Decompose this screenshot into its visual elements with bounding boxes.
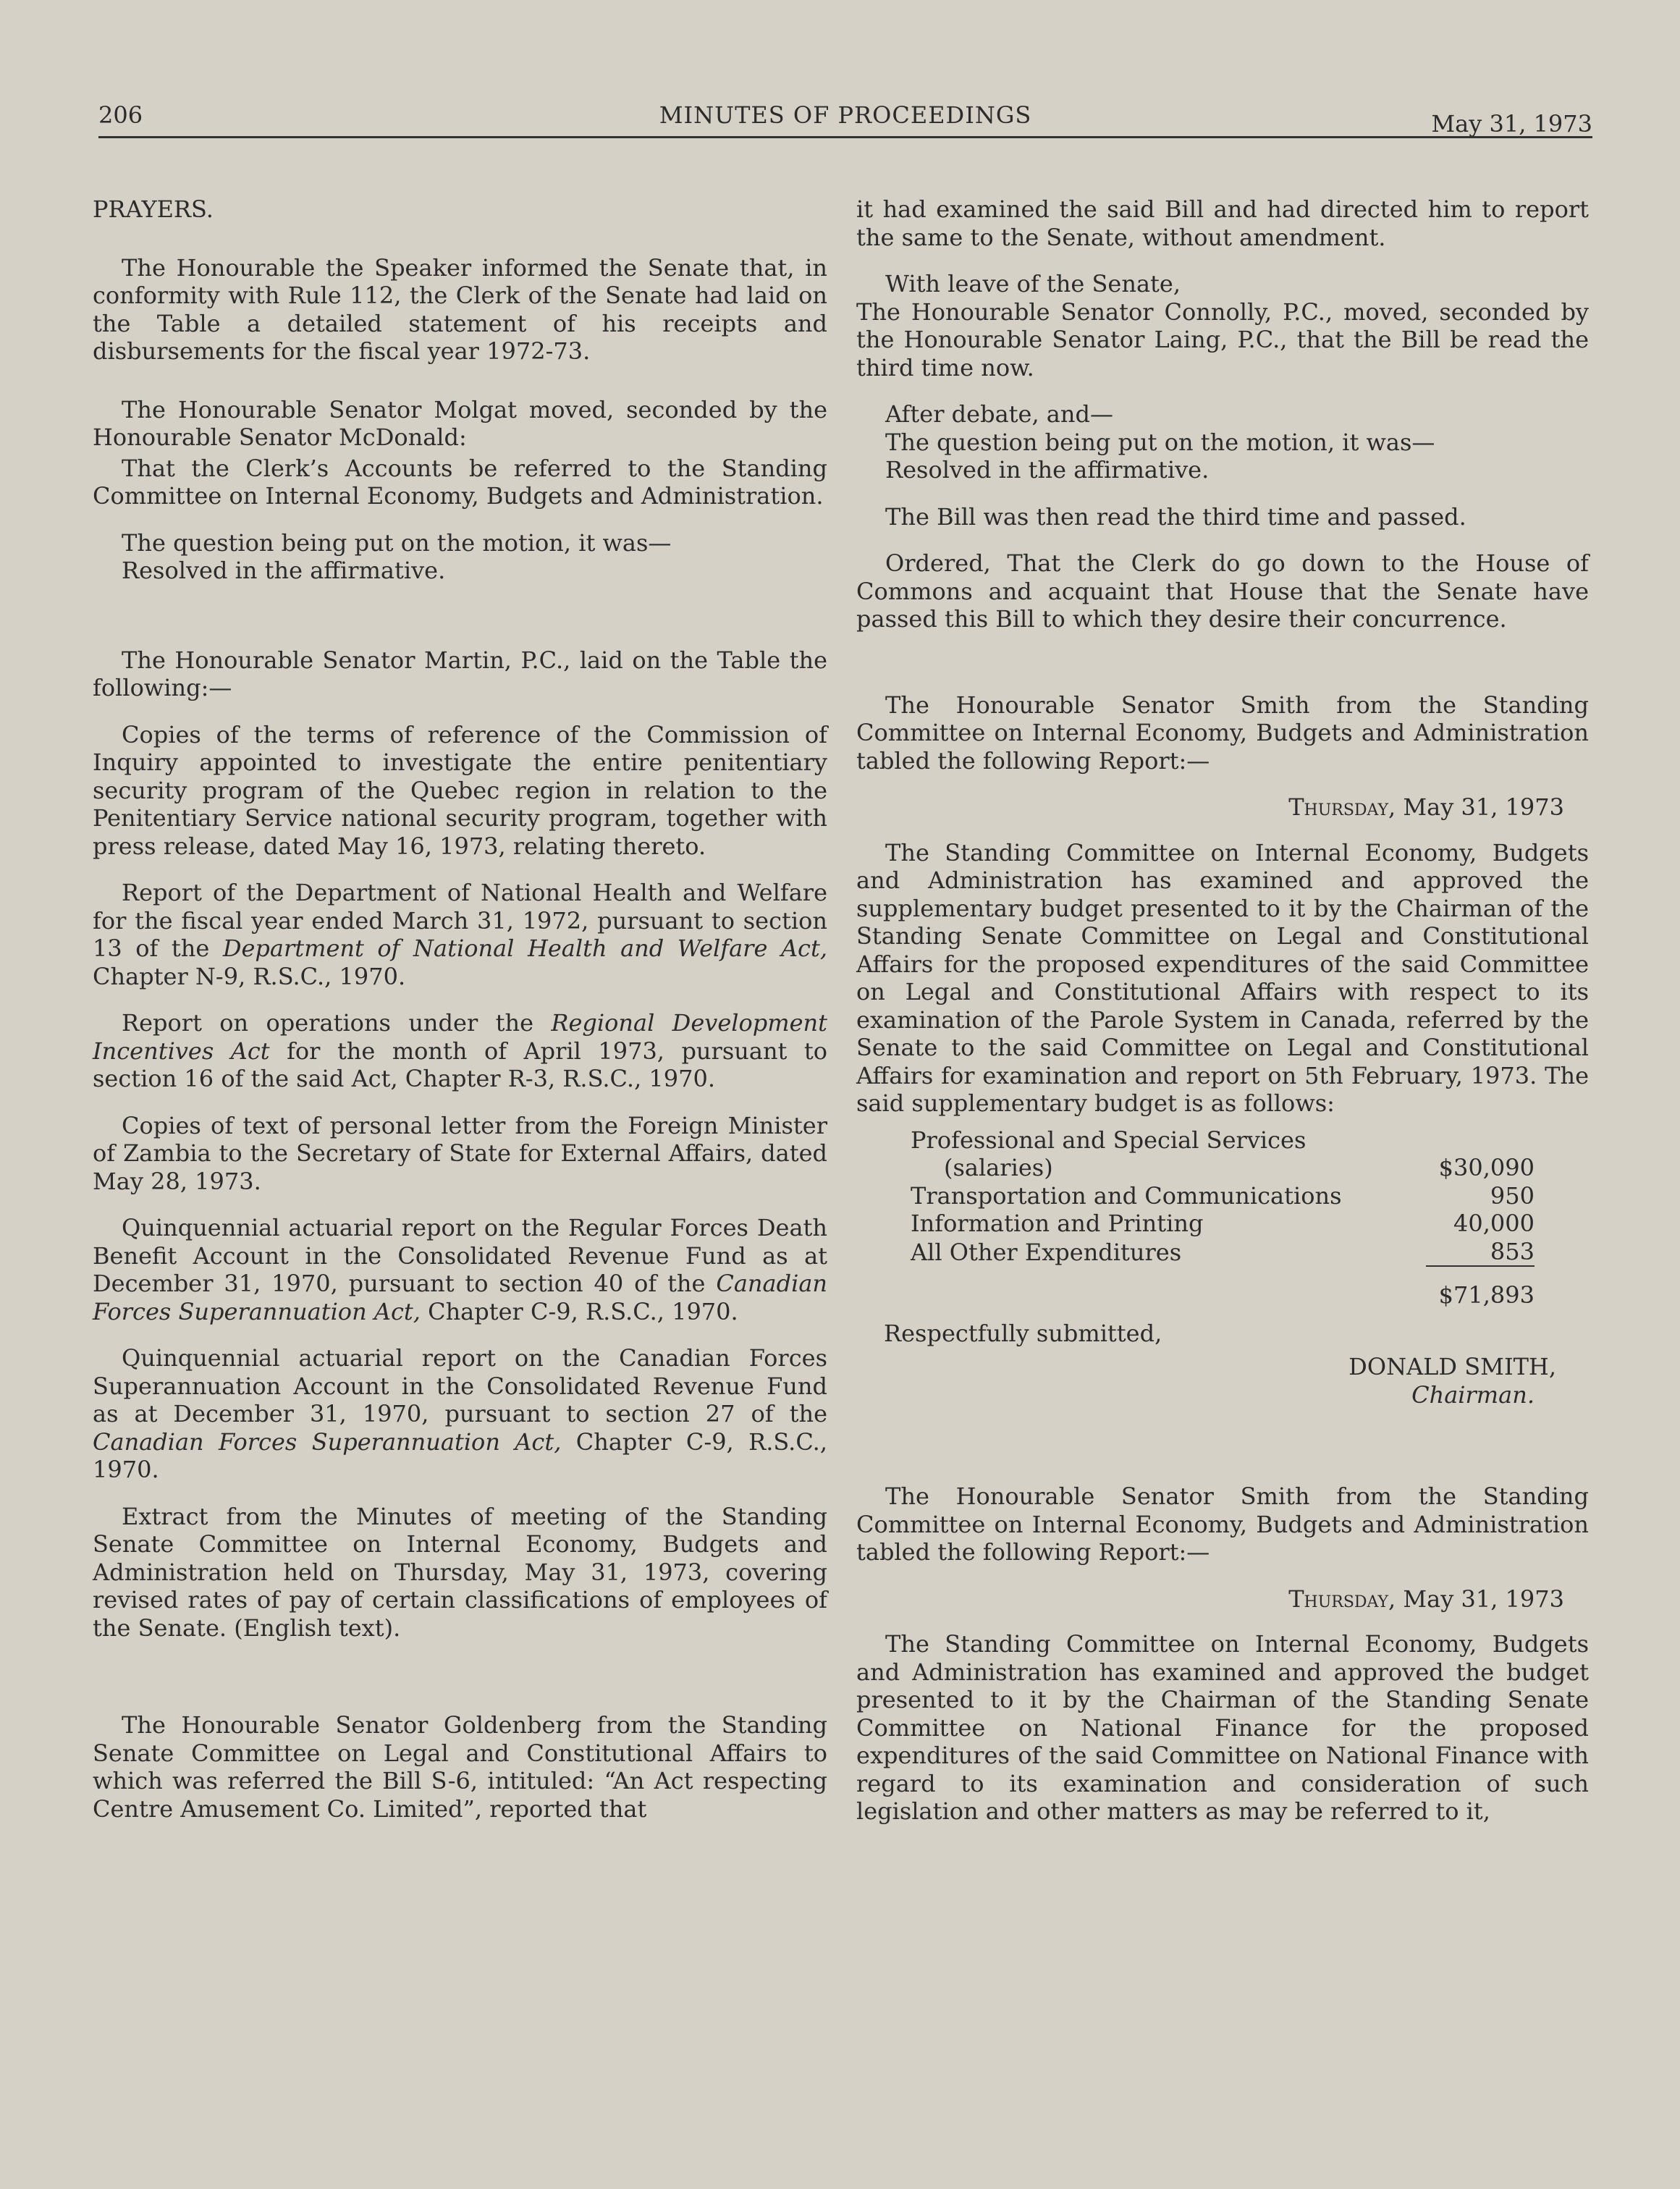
paragraph: The question being put on the motion, it was—: [885, 428, 1435, 456]
header-date: May 31, 1973: [1431, 110, 1592, 138]
paragraph: The Honourable Senator Smith from the Standing Committee on Internal Economy, Budgets and Administration tabled the following Report:—: [856, 691, 1589, 775]
page-header: [98, 101, 1592, 138]
running-title: MINUTES OF PROCEEDINGS: [659, 101, 1032, 129]
paragraph: The Standing Committee on Internal Economy, Budgets and Administration has examined and approved the budget presented to it by the Chairman of the Standing Senate Committee on National Finance for the proposed expenditures of the said Committee on National Finance with regard to its examination and consideration of such legislation and other matters as may be referred to it,: [856, 1630, 1589, 1825]
budget-table: [911, 1126, 1535, 1309]
paragraph: The Honourable Senator Connolly, P.C., moved, seconded by the Honourable Senator Laing, P.C., that the Bill be read the third time now.: [856, 298, 1589, 381]
paragraph: Report of the Department of National Health and Welfare for the fiscal year ended March 31, 1972, pursuant to section 13 of the Department of National Health and Welfare Act, Chapter N-9, R.S.C., 1970.: [93, 879, 828, 990]
paragraph: Quinquennial actuarial report on the Regular Forces Death Benefit Account in the Consolidated Revenue Fund as at December 31, 1970, pursuant to section 40 of the Canadian Forces Superannuation Act, Chapter C-9, R.S.C., 1970.: [93, 1214, 827, 1325]
table-row: (salaries) $30,090: [944, 1154, 1535, 1181]
total-row: $71,893: [911, 1266, 1535, 1309]
paragraph: The Honourable Senator Martin, P.C., laid on the Table the following:—: [93, 646, 827, 701]
paragraph: The Standing Committee on Internal Economy, Budgets and Administration has examined and approved the supplementary budget presented to it by the Chairman of the Standing Senate Committee on Legal and Constitutional Affairs for the proposed expenditures of the said Committee on Legal and Constitutional Affairs with respect to its examination of the Parole System in Canada, referred by the Senate to the said Committee on Legal and Constitutional Affairs for examination and report on 5th February, 1973. The said supplementary budget is as follows:: [856, 838, 1589, 1117]
paragraph: The Honourable Senator Molgat moved, seconded by the Honourable Senator McDonald:: [93, 395, 827, 451]
paragraph: That the Clerk’s Accounts be referred to the Standing Committee on Internal Economy, Budgets and Administration.: [93, 454, 827, 510]
paragraph: The Honourable Senator Goldenberg from the Standing Senate Committee on Legal and Constitutional Affairs to which was referred the Bill S-6, intituled: “An Act respecting Centre Amusement Co. Limited”, reported that: [93, 1711, 827, 1823]
paragraph: The question being put on the motion, it was—: [122, 528, 672, 557]
paragraph: Ordered, That the Clerk do go down to the House of Commons and acquaint that House that the Senate have passed this Bill to which they desire their concurrence.: [856, 549, 1589, 633]
paragraph: Report on operations under the Regional Development Incentives Act for the month of April 1973, pursuant to section 16 of the said Act, Chapter R-3, R.S.C., 1970.: [93, 1009, 828, 1092]
signature: DONALD SMITH, Chairman.: [1348, 1353, 1556, 1409]
paragraph: The Bill was then read the third time and passed.: [885, 502, 1466, 531]
paragraph: The Honourable the Speaker informed the Senate that, in conformity with Rule 112, the Clerk of the Senate had laid on the Table a detailed statement of his receipts and disbursements for the fiscal year 1972-73.: [93, 253, 827, 365]
table-row: Professional and Special Services: [911, 1126, 1307, 1154]
paragraph: Resolved in the affirmative.: [122, 557, 446, 584]
table-row: Transportation and Communications 950: [911, 1181, 1535, 1210]
table-row: All Other Expenditures 853: [911, 1237, 1535, 1266]
report-date: Thursday, May 31, 1973: [1288, 1585, 1564, 1613]
paragraph: After debate, and—: [885, 400, 1113, 428]
paragraph: The Honourable Senator Smith from the Standing Committee on Internal Economy, Budgets and Administration tabled the following Report:—: [856, 1482, 1589, 1566]
paragraph: Extract from the Minutes of meeting of the Standing Senate Committee on Internal Economy, Budgets and Administration held on Thursday, May 31, 1973, covering revised rates of pay of certain classifications of employees of the Senate. (English text).: [93, 1502, 827, 1642]
report-date: Thursday, May 31, 1973: [1288, 793, 1564, 821]
paragraph: Quinquennial actuarial report on the Canadian Forces Superannuation Account in the Consolidated Revenue Fund as at December 31, 1970, pursuant to section 27 of the Canadian Forces Superannuation Act, Chapter C-9, R.S.C., 1970.: [93, 1344, 828, 1483]
left-column: [93, 195, 827, 1842]
table-row: Information and Printing 40,000: [911, 1210, 1535, 1237]
right-column: [856, 195, 1589, 1844]
paragraph: Respectfully submitted,: [884, 1319, 1162, 1347]
paragraph: With leave of the Senate,: [885, 270, 1181, 298]
prayers-heading: PRAYERS.: [93, 195, 214, 223]
paragraph: Copies of the terms of reference of the Commission of Inquiry appointed to investigate the entire penitentiary security program of the Quebec region in relation to the Penitentiary Service national security program, together with press release, dated May 16, 1973, relating thereto.: [93, 720, 827, 860]
paragraph: Copies of text of personal letter from the Foreign Minister of Zambia to the Secretary of State for External Affairs, dated May 28, 1973.: [93, 1111, 827, 1195]
paragraph: it had examined the said Bill and had directed him to report the same to the Senate, without amendment.: [856, 195, 1589, 251]
page-number: 206: [98, 101, 143, 129]
paragraph: Resolved in the affirmative.: [885, 456, 1210, 484]
